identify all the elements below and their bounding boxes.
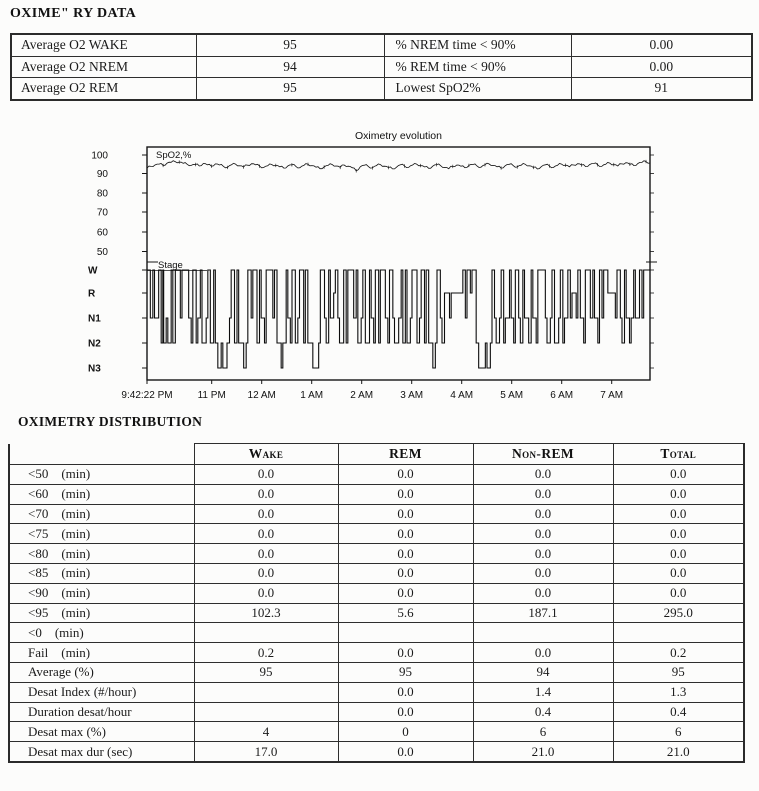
cell-rem: 0.0: [338, 484, 473, 504]
table-row: [9, 742, 744, 762]
row-label-unit: (min): [61, 525, 91, 541]
cell-wake: [194, 702, 338, 722]
cell-nonrem: [473, 623, 613, 643]
table-row: [9, 603, 744, 623]
oximetry-distribution-table: [8, 443, 745, 763]
row-label: [9, 583, 194, 603]
summary-value: 95: [196, 34, 384, 56]
chart-canvas: [0, 125, 759, 415]
cell-rem: 0.0: [338, 742, 473, 762]
cell-rem: 0.0: [338, 702, 473, 722]
cell-nonrem: 0.0: [473, 524, 613, 544]
cell-nonrem: 0.0: [473, 583, 613, 603]
row-label: [9, 623, 194, 643]
stage-tick-label: N1: [88, 313, 101, 325]
cell-nonrem: 21.0: [473, 742, 613, 762]
row-label: [9, 504, 194, 524]
row-label: [9, 702, 194, 722]
summary-value: 94: [196, 56, 384, 78]
stage-axis-label: Stage: [158, 260, 183, 271]
row-label-text: <50: [28, 466, 49, 482]
summary-label: % REM time < 90%: [384, 56, 571, 78]
row-label-text: <70: [28, 505, 49, 521]
cell-wake: 0.0: [194, 465, 338, 485]
table-row: [9, 563, 744, 583]
cell-total: 21.0: [613, 742, 744, 762]
cell-total: 1.3: [613, 682, 744, 702]
cell-nonrem: 94: [473, 662, 613, 682]
row-label-text: <90: [28, 585, 49, 601]
row-label-unit: (min): [61, 644, 91, 660]
table-header-row: [9, 444, 744, 465]
row-label-unit: (min): [61, 505, 91, 521]
row-label-text: <0: [28, 624, 42, 640]
cell-nonrem: 0.0: [473, 643, 613, 663]
cell-total: 6: [613, 722, 744, 742]
header-wake: Wake: [194, 444, 338, 465]
spo2-tick-label: 60: [96, 227, 108, 239]
row-label: [9, 465, 194, 485]
cell-wake: 4: [194, 722, 338, 742]
stage-tick-label: W: [88, 265, 98, 277]
row-label-text: <80: [28, 545, 49, 561]
table-row: [9, 643, 744, 663]
chart-title: Oximetry evolution: [355, 130, 442, 142]
x-tick-label: 2 AM: [350, 390, 374, 401]
cell-wake: 0.2: [194, 643, 338, 663]
cell-rem: 0.0: [338, 465, 473, 485]
table-row: [9, 544, 744, 564]
cell-total: 0.0: [613, 504, 744, 524]
oximetry-evolution-chart: [0, 125, 759, 415]
cell-rem: 95: [338, 662, 473, 682]
spo2-tick-label: 100: [91, 150, 108, 162]
header-rem: REM: [338, 444, 473, 465]
oximetry-summary-table: [10, 33, 753, 101]
row-label-unit: (min): [61, 466, 91, 482]
row-label: [9, 643, 194, 663]
row-label-text: Fail: [28, 644, 49, 660]
cell-total: 0.0: [613, 544, 744, 564]
x-tick-label: 6 AM: [550, 390, 574, 401]
row-label-text: <85: [28, 565, 49, 581]
row-label-text: Duration desat/hour: [28, 703, 132, 719]
cell-rem: 0.0: [338, 504, 473, 524]
summary-label: Average O2 REM: [11, 78, 196, 100]
cell-total: 0.0: [613, 563, 744, 583]
cell-rem: 0.0: [338, 544, 473, 564]
summary-value: 0.00: [571, 34, 752, 56]
row-label-text: <60: [28, 486, 49, 502]
cell-nonrem: 0.4: [473, 702, 613, 722]
row-label-unit: (min): [61, 565, 91, 581]
summary-value: 95: [196, 78, 384, 100]
table-row: [9, 504, 744, 524]
spo2-trace-fuzz: [147, 160, 646, 173]
x-tick-label: 1 AM: [300, 390, 324, 401]
cell-nonrem: 6: [473, 722, 613, 742]
table-row: [9, 524, 744, 544]
cell-wake: [194, 623, 338, 643]
cell-rem: 0: [338, 722, 473, 742]
row-label-text: <95: [28, 604, 49, 620]
cell-wake: 0.0: [194, 504, 338, 524]
cell-nonrem: 0.0: [473, 465, 613, 485]
row-label: [9, 544, 194, 564]
stage-tick-label: R: [88, 288, 96, 300]
x-tick-label: 7 AM: [600, 390, 624, 401]
row-label: [9, 484, 194, 504]
cell-wake: [194, 682, 338, 702]
summary-label: % NREM time < 90%: [384, 34, 571, 56]
table-row: [9, 484, 744, 504]
stage-tick-label: N2: [88, 338, 101, 350]
cell-wake: 102.3: [194, 603, 338, 623]
spo2-trace: [147, 161, 650, 171]
row-label-unit: (min): [61, 486, 91, 502]
row-label: [9, 524, 194, 544]
x-tick-label: 11 PM: [197, 390, 226, 401]
cell-wake: 17.0: [194, 742, 338, 762]
row-label-unit: (min): [61, 545, 91, 561]
x-tick-label: 12 AM: [247, 390, 276, 401]
cell-rem: 0.0: [338, 643, 473, 663]
cell-total: 0.0: [613, 583, 744, 603]
table-row: [9, 662, 744, 682]
summary-value: 0.00: [571, 56, 752, 78]
cell-wake: 95: [194, 662, 338, 682]
cell-wake: 0.0: [194, 484, 338, 504]
header-total: Total: [613, 444, 744, 465]
cell-total: 95: [613, 662, 744, 682]
table-row: [11, 78, 752, 100]
x-tick-label: 4 AM: [450, 390, 474, 401]
table-row: [9, 682, 744, 702]
hypnogram-trace: [147, 270, 650, 368]
report-title: OXIME" RY DATA: [10, 6, 137, 21]
cell-nonrem: 0.0: [473, 544, 613, 564]
row-label-unit: (min): [61, 604, 91, 620]
cell-wake: 0.0: [194, 524, 338, 544]
table-row: [9, 722, 744, 742]
cell-wake: 0.0: [194, 563, 338, 583]
x-tick-label: 9:42:22 PM: [121, 390, 173, 401]
stage-tick-label: N3: [88, 363, 101, 375]
row-label-text: Desat Index (#/hour): [28, 684, 137, 700]
row-label-text: Desat max dur (sec): [28, 743, 133, 759]
cell-wake: 0.0: [194, 583, 338, 603]
row-label: [9, 603, 194, 623]
row-label: [9, 662, 194, 682]
header-nonrem: Non-REM: [473, 444, 613, 465]
row-label-unit: (min): [61, 585, 91, 601]
table-row: [9, 465, 744, 485]
row-label-text: Average (%): [28, 664, 94, 680]
cell-rem: 0.0: [338, 682, 473, 702]
summary-label: Average O2 WAKE: [11, 34, 196, 56]
distribution-section-title: OXIMETRY DISTRIBUTION: [18, 414, 203, 429]
cell-rem: 0.0: [338, 583, 473, 603]
cell-total: [613, 623, 744, 643]
row-label: [9, 742, 194, 762]
cell-rem: 5.6: [338, 603, 473, 623]
table-row: [9, 623, 744, 643]
table-row: [9, 583, 744, 603]
cell-nonrem: 0.0: [473, 504, 613, 524]
cell-nonrem: 187.1: [473, 603, 613, 623]
cell-total: 295.0: [613, 603, 744, 623]
cell-total: 0.0: [613, 465, 744, 485]
summary-label: Average O2 NREM: [11, 56, 196, 78]
cell-total: 0.0: [613, 524, 744, 544]
table-row: [11, 56, 752, 78]
row-label-text: <75: [28, 525, 49, 541]
cell-wake: 0.0: [194, 544, 338, 564]
row-label-unit: (min): [54, 624, 84, 640]
row-label-text: Desat max (%): [28, 723, 106, 739]
spo2-tick-label: 50: [96, 247, 108, 258]
cell-nonrem: 0.0: [473, 484, 613, 504]
spo2-tick-label: 90: [96, 169, 108, 180]
x-tick-label: 5 AM: [500, 390, 524, 401]
cell-rem: [338, 623, 473, 643]
cell-total: 0.0: [613, 484, 744, 504]
cell-rem: 0.0: [338, 563, 473, 583]
spo2-tick-label: 80: [96, 188, 108, 200]
table-row: [11, 34, 752, 56]
cell-total: 0.4: [613, 702, 744, 722]
row-label: [9, 563, 194, 583]
cell-rem: 0.0: [338, 524, 473, 544]
table-row: [9, 702, 744, 722]
cell-nonrem: 0.0: [473, 563, 613, 583]
spo2-tick-label: 70: [96, 207, 108, 219]
header-blank: [9, 444, 194, 465]
summary-label: Lowest SpO2%: [384, 78, 571, 100]
cell-total: 0.2: [613, 643, 744, 663]
x-tick-label: 3 AM: [400, 390, 424, 401]
row-label: [9, 722, 194, 742]
cell-nonrem: 1.4: [473, 682, 613, 702]
summary-value: 91: [571, 78, 752, 100]
row-label: [9, 682, 194, 702]
spo2-axis-label: SpO2,%: [156, 150, 192, 161]
